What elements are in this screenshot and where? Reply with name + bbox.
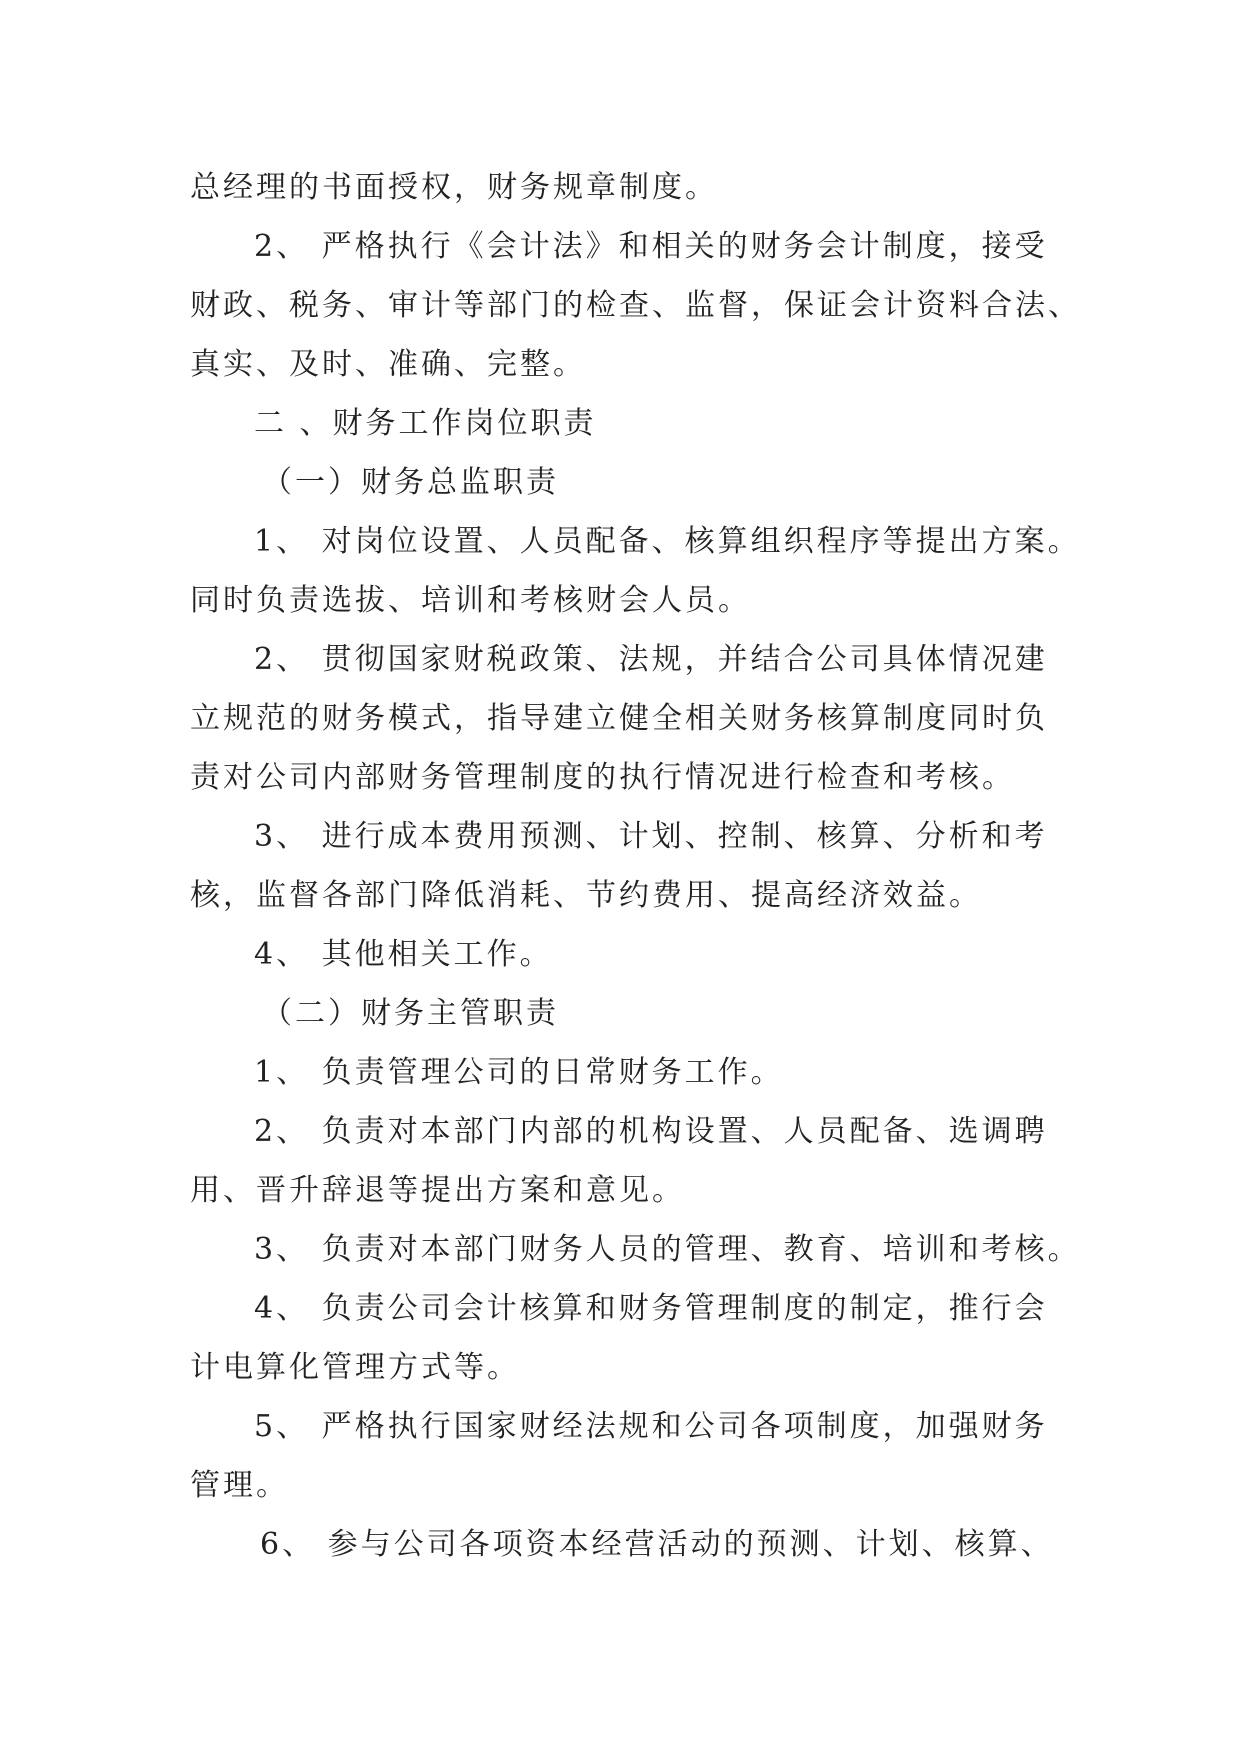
text-line: 1、 负责管理公司的日常财务工作。 (254, 1055, 784, 1090)
text-line: 4、 负责公司会计核算和财务管理制度的制定，推行会 (254, 1291, 1048, 1326)
text-line: 5、 严格执行国家财经法规和公司各项制度，加强财务 (254, 1409, 1048, 1444)
text-line: 核，监督各部门降低消耗、节约费用、提高经济效益。 (190, 878, 982, 913)
text-line: 计电算化管理方式等。 (190, 1350, 520, 1385)
text-line: 2、 贯彻国家财税政策、法规，并结合公司具体情况建 (254, 642, 1048, 677)
text-line: 2、 负责对本部门内部的机构设置、人员配备、选调聘 (254, 1114, 1048, 1149)
text-line: 财政、税务、审计等部门的检查、监督，保证会计资料合法、 (190, 288, 1081, 323)
subsection-heading: （一）财务总监职责 (262, 465, 559, 500)
text-line: 总经理的书面授权，财务规章制度。 (190, 170, 718, 205)
text-line: 6、 参与公司各项资本经营活动的预测、计划、核算、 (260, 1527, 1054, 1562)
text-line: 1、 对岗位设置、人员配备、核算组织程序等提出方案。 (254, 524, 1081, 559)
text-line: 真实、及时、准确、完整。 (190, 347, 586, 382)
text-line: 4、 其他相关工作。 (254, 937, 553, 972)
section-heading: 二 、财务工作岗位职责 (254, 406, 597, 441)
document-body (190, 158, 1081, 1574)
text-line: 立规范的财务模式，指导建立健全相关财务核算制度同时负 (190, 701, 1048, 736)
text-line: 同时负责选拔、培训和考核财会人员。 (190, 583, 751, 618)
text-line: 责对公司内部财务管理制度的执行情况进行检查和考核。 (190, 760, 1015, 795)
text-line: 用、晋升辞退等提出方案和意见。 (190, 1173, 685, 1208)
subsection-heading: （二）财务主管职责 (262, 996, 559, 1031)
text-line: 管理。 (190, 1468, 289, 1503)
text-line: 2、 严格执行《会计法》和相关的财务会计制度，接受 (254, 229, 1048, 264)
text-line: 3、 进行成本费用预测、计划、控制、核算、分析和考 (254, 819, 1048, 854)
text-line: 3、 负责对本部门财务人员的管理、教育、培训和考核。 (254, 1232, 1081, 1267)
